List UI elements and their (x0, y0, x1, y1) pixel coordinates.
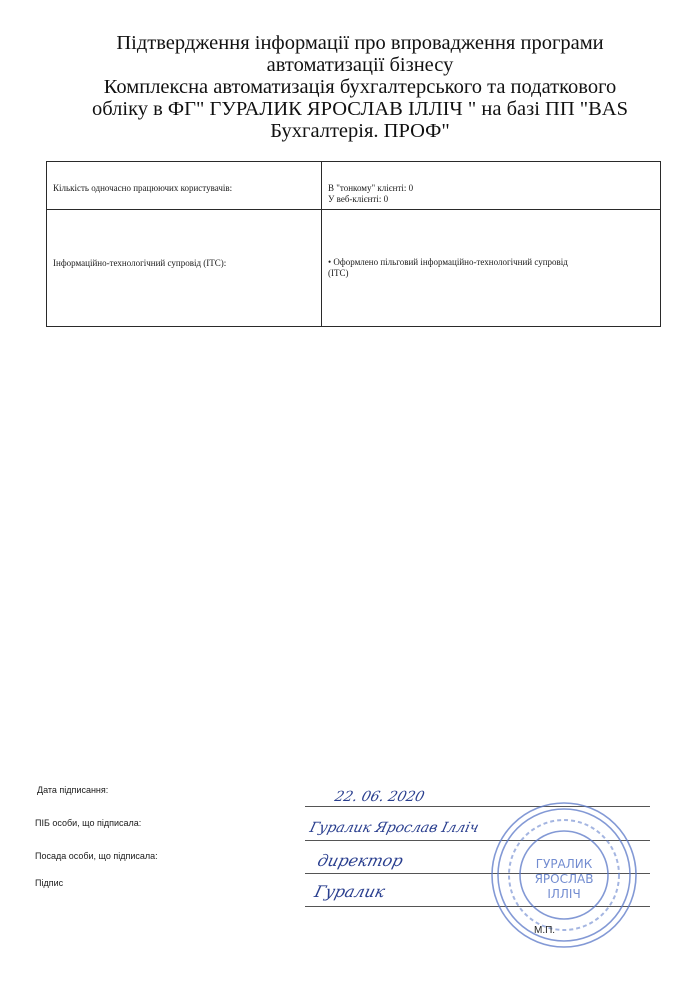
users-count-value (322, 162, 661, 210)
position-value: директор (315, 851, 406, 870)
its-label: Інформаційно-технологічний супровід (ІТС): (47, 210, 322, 327)
date-label: Дата підписання: (37, 785, 109, 795)
users-count-label: Кількість одночасно працюючих користувачів: (47, 162, 322, 210)
title-line-2: автоматизації бізнесу (266, 54, 454, 76)
title-line-3: Комплексна автоматизація бухгалтерського та податкового (103, 76, 617, 98)
title-line-4: обліку в ФГ" ГУРАЛИК ЯРОСЛАВ ІЛЛІЧ " на базі ПП "BAS (91, 98, 628, 120)
its-value (322, 210, 661, 327)
table-row (47, 210, 661, 327)
stamp-text-1: ГУРАЛИК (535, 857, 593, 871)
title-line-5: Бухгалтерія. ПРОФ" (270, 120, 450, 142)
table-row (47, 162, 661, 210)
name-label: ПІБ особи, що підписала: (35, 818, 142, 828)
stamp-text-2: ЯРОСЛАВ (534, 872, 594, 886)
date-value: 22. 06. 2020 (333, 789, 427, 805)
name-value: Гуралик Ярослав Ілліч (308, 820, 481, 836)
thin-client-value: В "тонкому" клієнті: 0 (328, 183, 414, 193)
info-table (46, 161, 661, 327)
signature-value: Гуралик (312, 882, 388, 901)
its-value-line-2: (ІТС) (328, 267, 349, 278)
position-label: Посада особи, що підписала: (35, 851, 158, 861)
page-title (40, 32, 680, 142)
stamp-place-label: М.П. (534, 925, 556, 936)
web-client-value: У веб-клієнті: 0 (328, 193, 389, 204)
signature-label: Підпис (35, 878, 64, 888)
stamp-text-3: ІЛЛІЧ (547, 887, 581, 901)
official-stamp (489, 800, 639, 950)
title-line-1: Підтвердження інформації про впровадження програми (116, 32, 604, 54)
its-value-line-1: • Оформлено пільговий інформаційно-технологічний супровід (328, 257, 568, 267)
